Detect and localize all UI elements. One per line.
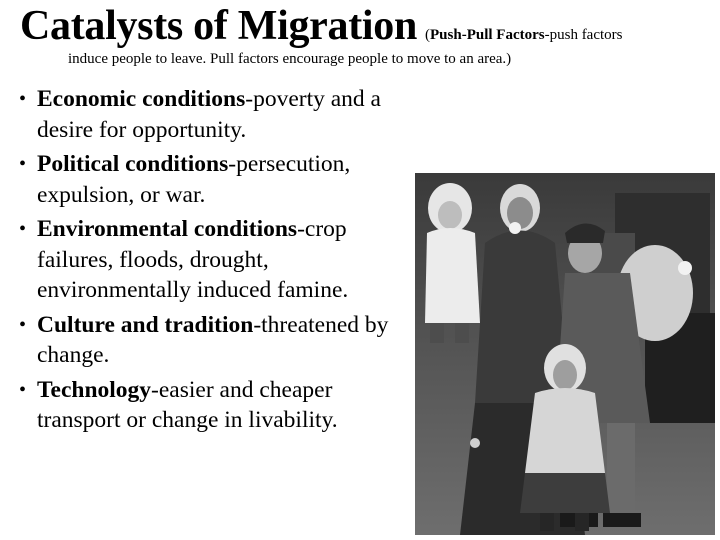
bullet-item-technology [19, 375, 409, 436]
title-line [20, 2, 710, 50]
bullet-text: -crop failures, floods, drought, environmentally induced famine. [37, 216, 349, 303]
title-note-bold: Push-Pull Factors [430, 27, 545, 43]
bullet-bold: Environmental conditions [37, 216, 298, 242]
bullet-bold: Technology [37, 376, 152, 403]
bullet-item-culture [19, 310, 409, 371]
bullet-item-political [19, 149, 409, 210]
bullet-dot: • [19, 88, 27, 110]
bullet-bold: Culture and tradition [37, 311, 254, 338]
bullet-dot: • [19, 378, 27, 401]
subtitle: induce people to leave. Pull factors encourage people to move to an area.) [68, 51, 512, 67]
immigrant-family-photo [415, 173, 715, 535]
title-note-open: ( [425, 27, 431, 43]
bullet-text: -threatened by change. [37, 311, 389, 368]
bullet-text: -easier and cheaper transport or change in livability. [37, 376, 338, 433]
bullet-text: -poverty and a desire for opportunity. [37, 86, 381, 143]
title-note-rest: -push factors [544, 27, 623, 43]
bullet-dot: • [19, 153, 27, 175]
bullet-list [19, 84, 409, 440]
bullet-item-economic [19, 84, 409, 145]
bullet-bold: Political conditions [37, 151, 229, 177]
slide-title: Catalysts of Migration [20, 3, 418, 49]
bullet-dot: • [19, 313, 27, 336]
bullet-dot: • [19, 218, 27, 240]
bullet-item-environmental [19, 214, 409, 306]
title-note [425, 27, 623, 43]
bullet-bold: Economic conditions [37, 86, 246, 112]
bullet-text: -persecution, expulsion, or war. [37, 151, 351, 208]
